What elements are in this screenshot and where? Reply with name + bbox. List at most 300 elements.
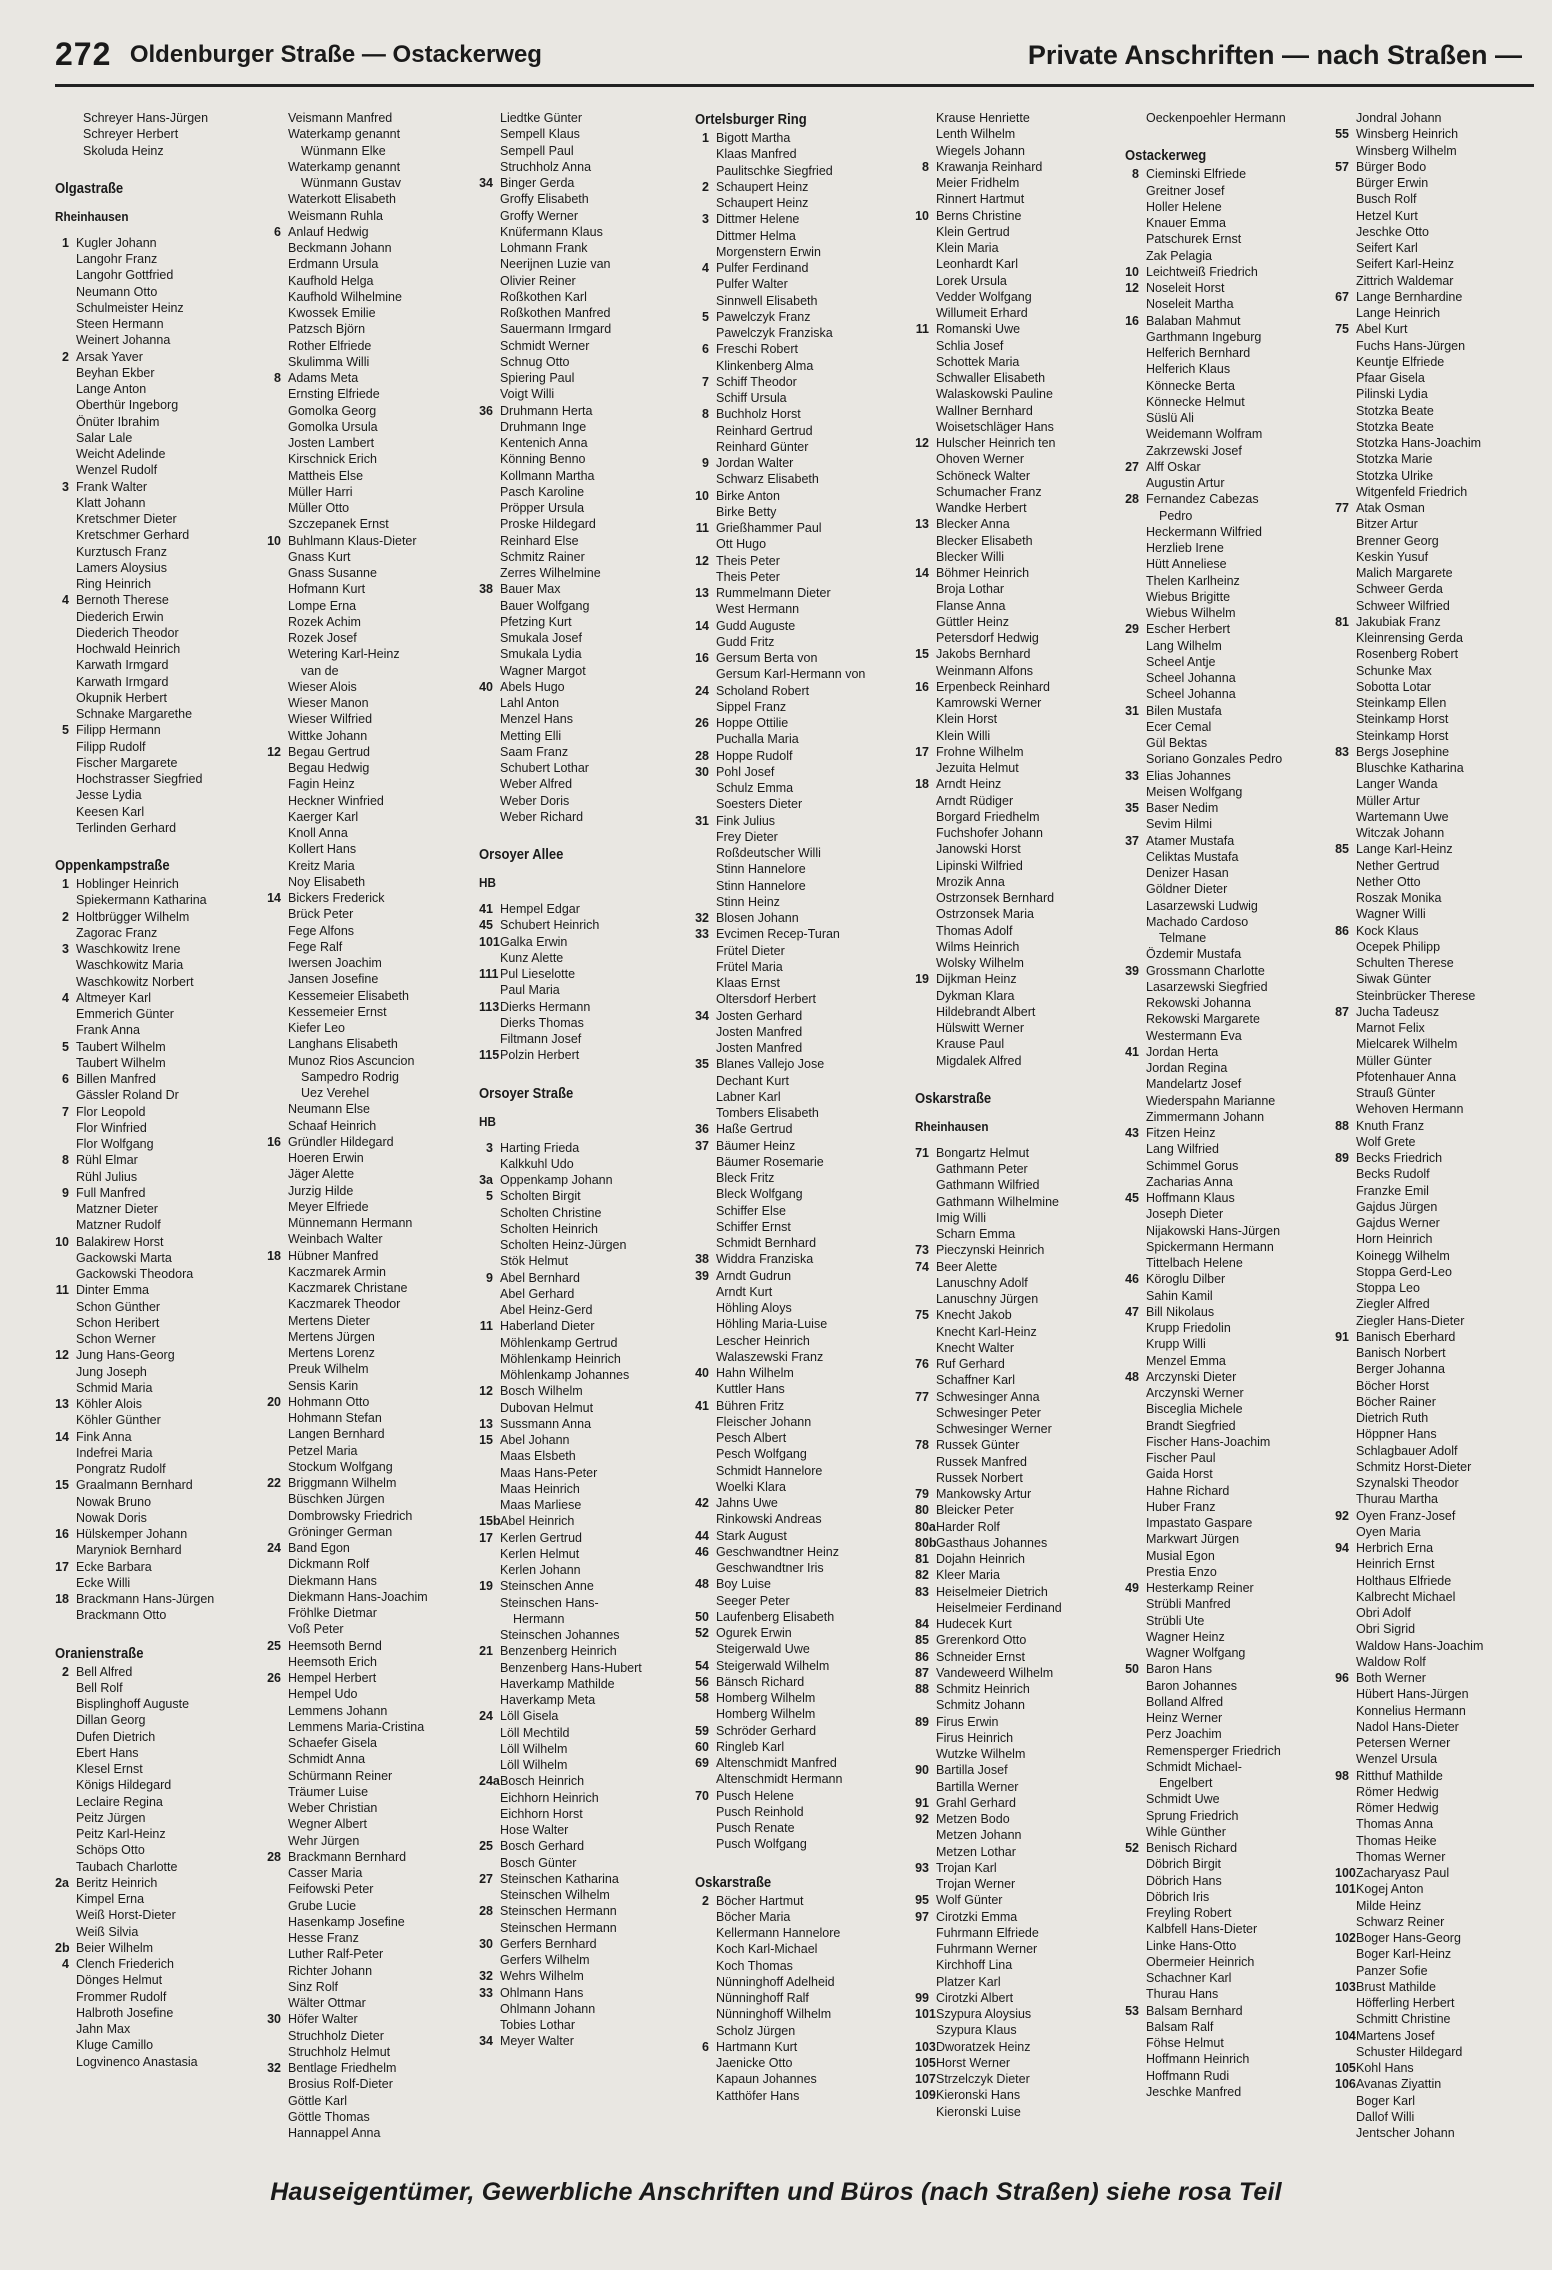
resident-entry	[915, 841, 1120, 857]
house-number	[267, 1768, 283, 1784]
resident-entry	[695, 796, 900, 812]
resident-entry	[479, 760, 684, 776]
resident-name: Lahl Anton	[500, 696, 560, 710]
resident-entry	[479, 1302, 684, 1318]
resident-name: Sippel Franz	[716, 699, 787, 714]
resident-entry	[267, 2076, 472, 2092]
resident-entry	[915, 1324, 1120, 1340]
resident-name: Schottek Maria	[936, 354, 1020, 369]
resident-name: Böcher Maria	[716, 1909, 791, 1924]
resident-name: Hülskemper Johann	[76, 1527, 188, 1541]
resident-name: Pedro	[1159, 508, 1193, 523]
resident-entry	[1125, 264, 1330, 280]
column-2	[267, 110, 472, 2141]
resident-entry	[55, 527, 260, 543]
resident-entry	[915, 906, 1120, 922]
resident-name: Kalkkuhl Udo	[500, 1156, 574, 1171]
house-number	[915, 451, 931, 467]
house-number	[479, 1448, 495, 1464]
resident-name: Mertens Dieter	[288, 1313, 370, 1328]
resident-name: Wälter Ottmar	[288, 1996, 366, 2010]
resident-entry	[1335, 890, 1540, 906]
house-number	[695, 1073, 711, 1089]
resident-name: Szczepanek Ernst	[288, 517, 389, 532]
resident-name: Munoz Rios Ascuncion	[288, 1053, 415, 1068]
resident-name: Indefrei Maria	[76, 1445, 153, 1460]
house-number: 14	[695, 618, 709, 633]
resident-entry	[1125, 800, 1330, 816]
resident-entry	[55, 706, 260, 722]
house-number	[1125, 686, 1141, 702]
resident-name: Lescher Heinrich	[716, 1333, 810, 1348]
resident-entry	[1335, 1865, 1540, 1881]
house-number	[1335, 240, 1351, 256]
house-number	[695, 1154, 711, 1170]
resident-entry	[1125, 296, 1330, 312]
resident-name: Möhlenkamp Heinrich	[500, 1351, 621, 1366]
house-number	[55, 925, 71, 941]
resident-name: Struchholz Anna	[500, 159, 592, 174]
resident-name: Meisen Wolfgang	[1146, 784, 1243, 799]
resident-name: Leichtweiß Friedrich	[1146, 264, 1258, 279]
house-number	[915, 1454, 931, 1470]
house-number	[1335, 1914, 1351, 1930]
resident-name: Wiegels Johann	[936, 143, 1025, 158]
resident-entry	[55, 495, 260, 511]
resident-name: Arndt Kurt	[716, 1284, 773, 1299]
resident-entry	[915, 1827, 1120, 1843]
resident-name: Zacharyasz Paul	[1356, 1866, 1450, 1880]
resident-entry	[55, 1526, 260, 1542]
resident-entry	[479, 1253, 684, 1269]
resident-entry	[267, 256, 472, 272]
resident-entry	[267, 923, 472, 939]
resident-name: Klaas Manfred	[716, 147, 797, 162]
house-number	[1125, 1499, 1141, 1515]
resident-entry	[479, 1156, 684, 1172]
resident-entry	[1335, 598, 1540, 614]
resident-name: Grube Lucie	[288, 1898, 357, 1913]
resident-name: Göttle Karl	[288, 2093, 348, 2108]
resident-entry	[695, 179, 900, 195]
house-number	[479, 1546, 495, 1562]
resident-name: Arndt Heinz	[936, 777, 1002, 792]
resident-entry	[915, 1746, 1120, 1762]
resident-entry	[695, 813, 900, 829]
house-number	[1125, 1255, 1141, 1271]
resident-entry	[915, 1161, 1120, 1177]
resident-name: Flor Wolfgang	[76, 1137, 154, 1151]
resident-name: Bäumer Heinz	[716, 1138, 796, 1153]
house-number	[55, 381, 71, 397]
resident-entry	[267, 1443, 472, 1459]
house-number	[479, 386, 495, 402]
resident-name: Gröninger German	[288, 1524, 393, 1539]
house-number	[267, 159, 283, 175]
resident-name: Weber Alfred	[500, 777, 573, 792]
house-number	[915, 305, 931, 321]
resident-name: Denizer Hasan	[1146, 866, 1229, 880]
resident-entry	[55, 2054, 260, 2070]
resident-name: Druhmann Herta	[500, 403, 593, 418]
house-number	[695, 845, 711, 861]
house-number: 3	[486, 1140, 493, 1155]
resident-entry	[1335, 1540, 1540, 1556]
house-number	[267, 1313, 283, 1329]
resident-entry	[1125, 524, 1330, 540]
house-number: 8	[702, 407, 709, 422]
resident-name: Sampedro Rodrig	[301, 1069, 399, 1084]
house-number	[915, 403, 931, 419]
house-number	[695, 2088, 711, 2104]
resident-name: Thurau Martha	[1356, 1492, 1438, 1507]
house-number	[915, 630, 931, 646]
house-number: 83	[915, 1584, 929, 1599]
house-number: 44	[695, 1528, 709, 1543]
resident-entry	[55, 1087, 260, 1103]
house-number	[1125, 1921, 1141, 1937]
house-number: 99	[915, 1990, 929, 2005]
resident-name: Gajdus Jürgen	[1356, 1199, 1438, 1214]
resident-name: Kollmann Martha	[500, 468, 595, 483]
resident-entry	[1125, 1515, 1330, 1531]
house-number	[267, 923, 283, 939]
resident-name: Theis Peter	[716, 553, 780, 568]
resident-entry	[1335, 1573, 1540, 1589]
resident-name: Hudecek Kurt	[936, 1617, 1012, 1631]
house-number	[55, 1859, 71, 1875]
house-number	[915, 1226, 931, 1242]
resident-entry	[1335, 1313, 1540, 1329]
house-number	[1335, 273, 1351, 289]
house-number: 3a	[479, 1173, 493, 1187]
resident-entry	[479, 484, 684, 500]
resident-name: Zakrzewski Josef	[1146, 443, 1242, 458]
resident-entry	[1335, 1248, 1540, 1264]
house-number	[1335, 338, 1351, 354]
house-number: 36	[479, 403, 493, 418]
resident-entry	[915, 1454, 1120, 1470]
resident-entry	[695, 358, 900, 374]
house-number	[267, 1199, 283, 1215]
house-number	[267, 1020, 283, 1036]
resident-name: Thurau Hans	[1146, 1987, 1219, 2002]
resident-name: Horst Werner	[936, 2055, 1011, 2070]
house-number	[1335, 1946, 1351, 1962]
resident-name: Heiselmeier Ferdinand	[936, 1600, 1062, 1615]
resident-name: Rosenberg Robert	[1356, 647, 1459, 662]
resident-entry	[1125, 1613, 1330, 1629]
house-number	[1125, 329, 1141, 345]
house-number: 31	[1125, 703, 1139, 718]
resident-name: Dierks Hermann	[500, 999, 591, 1014]
house-number	[1125, 1596, 1141, 1612]
resident-name: Platzer Karl	[936, 1974, 1001, 1989]
resident-name: Dickmann Rolf	[288, 1557, 370, 1572]
resident-name: Hasenkamp Josefine	[288, 1914, 405, 1929]
house-number	[267, 435, 283, 451]
resident-name: Oppenkamp Johann	[500, 1173, 613, 1187]
resident-entry	[695, 1073, 900, 1089]
house-number	[267, 451, 283, 467]
resident-entry	[695, 488, 900, 504]
resident-name: Helferich Klaus	[1146, 362, 1231, 377]
house-number	[479, 1205, 495, 1221]
resident-name: Boy Luise	[716, 1577, 771, 1592]
house-number: 87	[915, 1665, 929, 1680]
resident-entry	[695, 618, 900, 634]
resident-name: Wartemann Uwe	[1356, 809, 1449, 824]
resident-name: Müller Otto	[288, 501, 350, 515]
resident-name: Kerlen Helmut	[500, 1546, 580, 1561]
resident-entry	[479, 793, 684, 809]
house-number	[1335, 1101, 1351, 1117]
resident-name: Hülswitt Werner	[936, 1021, 1024, 1035]
resident-name: Mrozik Anna	[936, 874, 1005, 889]
house-number	[1125, 1645, 1141, 1661]
resident-entry	[915, 874, 1120, 890]
house-number	[267, 663, 283, 679]
resident-entry	[915, 1697, 1120, 1713]
resident-name: Petzel Maria	[288, 1443, 358, 1458]
resident-entry	[695, 1658, 900, 1674]
house-number: 43	[1125, 1126, 1139, 1140]
resident-entry	[1125, 361, 1330, 377]
resident-name: Eichhorn Horst	[500, 1806, 583, 1821]
house-number	[1335, 955, 1351, 971]
resident-name: Dykman Klara	[936, 988, 1015, 1003]
house-number: 8	[1132, 167, 1139, 182]
resident-entry	[267, 1036, 472, 1052]
resident-entry	[1125, 313, 1330, 329]
house-number: 32	[695, 911, 709, 925]
resident-name: Oltersdorf Herbert	[716, 992, 817, 1007]
resident-name: Lohmann Frank	[500, 241, 588, 255]
resident-name: Labner Karl	[716, 1089, 781, 1104]
resident-name: Ecke Barbara	[76, 1559, 152, 1574]
district-heading: Rheinhausen	[55, 208, 129, 224]
resident-name: Zimmermann Johann	[1146, 1109, 1265, 1124]
house-number: 30	[479, 1936, 493, 1951]
resident-entry	[267, 191, 472, 207]
resident-entry	[267, 1345, 472, 1361]
resident-entry	[267, 1833, 472, 1849]
house-number: 28	[267, 1849, 281, 1864]
resident-name: Kretschmer Dieter	[76, 512, 177, 526]
resident-name: Stotzka Beate	[1356, 403, 1434, 418]
resident-name: Schaffner Karl	[936, 1373, 1015, 1388]
house-number	[1335, 1573, 1351, 1589]
house-number	[695, 975, 711, 991]
resident-name: Schaefer Gisela	[288, 1736, 377, 1750]
house-number	[1125, 183, 1141, 199]
resident-entry	[479, 1481, 684, 1497]
house-number: 41	[695, 1398, 709, 1413]
house-number	[1335, 1459, 1351, 1475]
resident-name: van de	[301, 663, 339, 678]
resident-entry	[915, 695, 1120, 711]
resident-name: Eichhorn Heinrich	[500, 1790, 599, 1805]
resident-entry	[479, 354, 684, 370]
resident-entry	[267, 1296, 472, 1312]
resident-entry	[1125, 394, 1330, 410]
house-number	[55, 706, 71, 722]
house-number	[479, 1790, 495, 1806]
resident-entry	[1125, 1076, 1330, 1092]
house-number: 47	[1125, 1304, 1139, 1319]
resident-entry	[695, 1154, 900, 1170]
resident-name: Dinter Emma	[76, 1283, 149, 1298]
resident-entry	[267, 305, 472, 321]
resident-name: Scholten Birgit	[500, 1189, 581, 1204]
house-number	[267, 939, 283, 955]
resident-entry	[479, 1140, 684, 1156]
resident-name: Gerfers Bernhard	[500, 1936, 597, 1951]
resident-entry	[267, 1118, 472, 1134]
resident-entry	[479, 1383, 684, 1399]
house-number: 11	[55, 1283, 69, 1298]
house-number	[479, 630, 495, 646]
house-number	[915, 1974, 931, 1990]
resident-name: Boger Hans-Georg	[1356, 1931, 1461, 1945]
resident-name: Brust Mathilde	[1356, 1979, 1436, 1994]
resident-name: Kuttler Hans	[716, 1382, 785, 1397]
resident-name: Pulfer Walter	[716, 277, 788, 292]
resident-name: Szypura Klaus	[936, 2023, 1017, 2038]
resident-name: Hochstrasser Siegfried	[76, 772, 203, 786]
resident-entry	[1335, 923, 1540, 939]
resident-name: Groffy Elisabeth	[500, 192, 589, 207]
resident-entry	[55, 1542, 260, 1558]
resident-entry	[479, 744, 684, 760]
resident-name: Lasarzewski Ludwig	[1146, 898, 1258, 913]
resident-name: Kamrowski Werner	[936, 696, 1042, 710]
house-number	[695, 423, 711, 439]
house-number	[55, 110, 71, 126]
resident-name: Grerenkord Otto	[936, 1633, 1027, 1648]
resident-entry	[1125, 1759, 1330, 1775]
resident-name: Steinschen Hermann	[500, 1904, 617, 1919]
house-number: 2	[62, 1664, 69, 1679]
street-heading: Orsoyer Straße	[479, 1085, 574, 1102]
resident-entry	[267, 988, 472, 1004]
house-number: 17	[915, 744, 929, 759]
house-number	[915, 988, 931, 1004]
resident-entry	[1125, 1661, 1330, 1677]
resident-name: Arsak Yaver	[76, 349, 143, 364]
house-number: 19	[915, 972, 929, 987]
resident-entry	[55, 1510, 260, 1526]
resident-name: Rekowski Margarete	[1146, 1012, 1260, 1027]
house-number	[695, 1316, 711, 1332]
house-number	[55, 974, 71, 990]
house-number	[695, 1958, 711, 1974]
resident-name: Kaufhold Wilhelmine	[288, 289, 402, 304]
house-number	[55, 527, 71, 543]
house-number: 75	[1335, 322, 1349, 337]
house-number	[267, 1833, 283, 1849]
house-number: 32	[479, 1969, 493, 1984]
resident-entry	[267, 175, 472, 191]
house-number: 89	[915, 1714, 929, 1729]
resident-name: Salar Lale	[76, 430, 133, 445]
house-number	[695, 228, 711, 244]
resident-name: Waterkamp genannt	[288, 127, 401, 142]
house-number	[915, 1844, 931, 1860]
house-number	[1125, 1385, 1141, 1401]
resident-name: Heckermann Wilfried	[1146, 524, 1263, 539]
house-number: 1	[702, 131, 709, 145]
house-number: 69	[695, 1756, 709, 1770]
resident-entry	[1335, 728, 1540, 744]
resident-name: Soesters Dieter	[716, 797, 803, 812]
house-number	[1125, 443, 1141, 459]
house-number	[267, 1004, 283, 1020]
resident-name: Spiering Paul	[500, 371, 575, 385]
house-number	[695, 699, 711, 715]
resident-entry	[695, 1690, 900, 1706]
resident-name: Linke Hans-Otto	[1146, 1938, 1237, 1953]
district-heading: HB	[479, 1113, 496, 1129]
house-number: 2	[62, 909, 69, 924]
house-number	[479, 1741, 495, 1757]
resident-entry	[1125, 459, 1330, 475]
resident-entry	[479, 1432, 684, 1448]
house-number	[915, 711, 931, 727]
resident-entry	[1125, 183, 1330, 199]
house-number	[1125, 1401, 1141, 1417]
resident-entry	[915, 663, 1120, 679]
house-number	[479, 305, 495, 321]
resident-entry	[55, 990, 260, 1006]
resident-name: Bell Alfred	[76, 1664, 133, 1679]
resident-entry	[55, 2021, 260, 2037]
resident-name: Meier Fridhelm	[936, 176, 1020, 190]
resident-entry	[479, 1562, 684, 1578]
house-number: 12	[915, 436, 929, 450]
resident-entry	[915, 1259, 1120, 1275]
house-number: 58	[695, 1691, 709, 1705]
resident-entry	[479, 1335, 684, 1351]
resident-entry	[267, 1881, 472, 1897]
resident-entry	[1335, 1183, 1540, 1199]
resident-name: Bäumer Rosemarie	[716, 1154, 824, 1169]
house-number	[55, 1972, 71, 1988]
resident-entry	[1125, 1548, 1330, 1564]
resident-entry	[1125, 199, 1330, 215]
resident-name: Schiffer Ernst	[716, 1219, 791, 1234]
resident-name: Schulmeister Heinz	[76, 300, 184, 315]
resident-name: Wiebus Brigitte	[1146, 589, 1231, 604]
resident-entry	[55, 365, 260, 381]
resident-name: Baron Hans	[1146, 1662, 1213, 1677]
house-number	[1125, 1288, 1141, 1304]
house-number	[55, 1217, 71, 1233]
resident-entry	[1125, 1938, 1330, 1954]
house-number	[1125, 2019, 1141, 2035]
resident-entry	[915, 305, 1120, 321]
resident-entry	[267, 614, 472, 630]
house-number	[267, 321, 283, 337]
resident-name: Hetzel Kurt	[1356, 208, 1418, 223]
house-number: 28	[479, 1904, 493, 1919]
resident-entry	[267, 1670, 472, 1686]
resident-entry	[55, 1607, 260, 1623]
resident-entry	[479, 663, 684, 679]
resident-name: Weber Richard	[500, 809, 584, 824]
resident-name: Arndt Rüdiger	[936, 793, 1014, 808]
house-number	[1125, 2084, 1141, 2100]
